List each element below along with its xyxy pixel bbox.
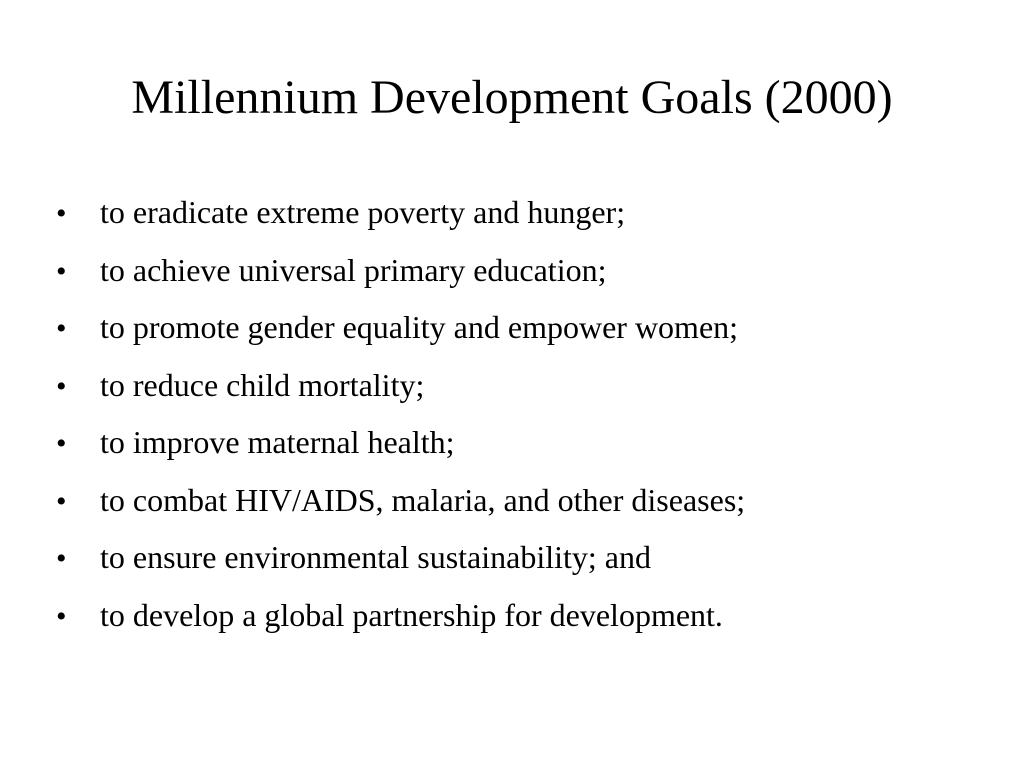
list-item — [56, 248, 996, 306]
list-item — [56, 190, 996, 248]
list-item-text: to eradicate extreme poverty and hunger; — [100, 194, 626, 230]
list-item — [56, 535, 996, 593]
bullet-icon: • — [56, 599, 67, 633]
bullet-icon: • — [56, 484, 67, 518]
bullet-icon: • — [56, 427, 67, 460]
bullet-icon: • — [56, 254, 67, 288]
list-item — [56, 420, 996, 478]
list-item-text: to ensure environmental sustainability; and — [100, 539, 651, 575]
goals-bullet-list — [56, 190, 996, 650]
bullet-icon: • — [56, 542, 67, 575]
list-item — [56, 593, 996, 651]
bullet-icon: • — [56, 197, 67, 230]
slide-title: Millennium Development Goals (2000) — [131, 71, 893, 124]
list-item — [56, 363, 996, 421]
list-item-text: to combat HIV/AIDS, malaria, and other diseases; — [100, 481, 746, 518]
list-item-text: to improve maternal health; — [100, 424, 455, 460]
list-item-text: to reduce child mortality; — [100, 366, 425, 403]
list-item-text: to achieve universal primary education; — [100, 251, 607, 288]
list-item-text: to develop a global partnership for development. — [100, 596, 723, 633]
bullet-icon: • — [56, 369, 67, 403]
list-item — [56, 478, 996, 536]
bullet-icon: • — [56, 312, 67, 345]
list-item-text: to promote gender equality and empower women; — [100, 309, 739, 345]
list-item — [56, 305, 996, 363]
